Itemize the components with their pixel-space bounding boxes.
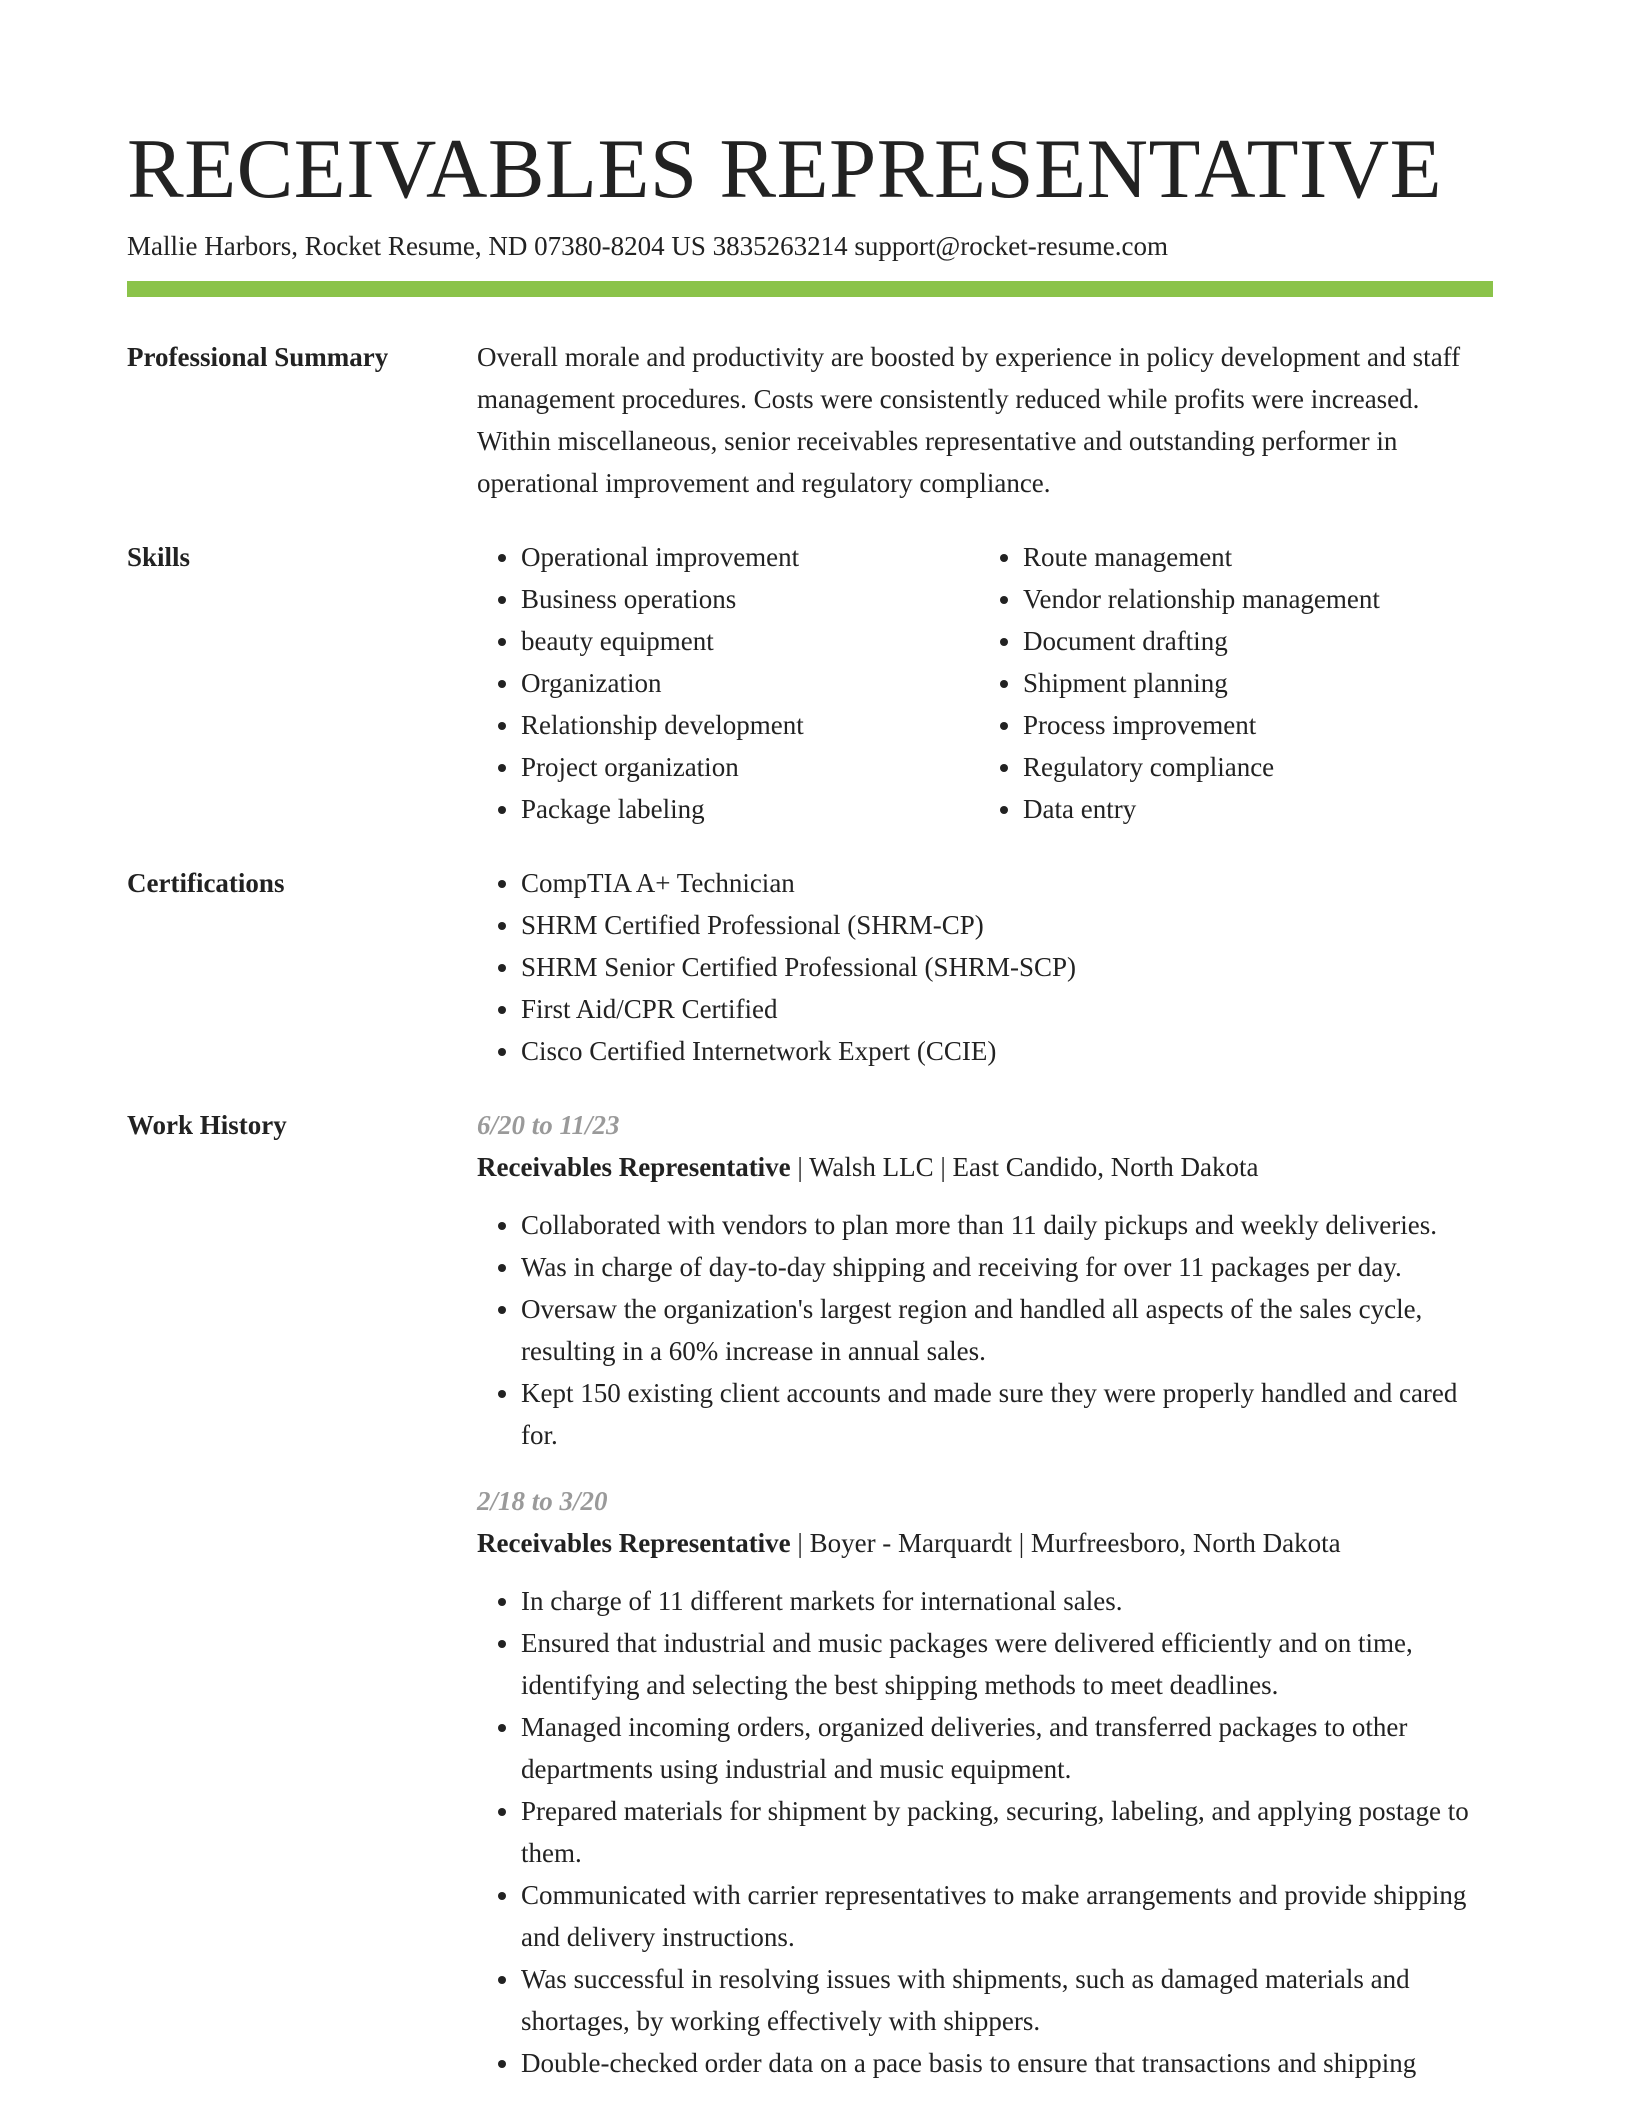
- skill-item: • Package labeling: [521, 788, 979, 830]
- summary-section: [127, 336, 1493, 504]
- job-bullet: • Ensured that industrial and music packages were delivered efficiently and on time, identifying and selecting the best shipping methods to meet deadlines.: [521, 1622, 1493, 1706]
- skills-list-right: [979, 536, 1481, 830]
- certifications-list: [477, 862, 1493, 1072]
- certifications-heading: Certifications: [127, 868, 285, 898]
- job-bullet: • In charge of 11 different markets for international sales.: [521, 1580, 1493, 1622]
- job-bullets: [477, 1204, 1493, 1456]
- job-details: | Boyer - Marquardt | Murfreesboro, North Dakota: [790, 1528, 1341, 1558]
- job-title-line: [477, 1522, 1493, 1564]
- job-title: Receivables Representative: [477, 1528, 791, 1558]
- job-bullets: [477, 1580, 1493, 2084]
- certifications-section: [127, 862, 1493, 1072]
- job-dates: 6/20 to 11/23: [477, 1110, 620, 1140]
- job-bullet: • Kept 150 existing client accounts and made sure they were properly handled and cared for.: [521, 1372, 1493, 1456]
- resume-title: RECEIVABLES REPRESENTATIVE: [127, 122, 1443, 216]
- skills-section: [127, 536, 1493, 830]
- contact-name-address: Mallie Harbors, Rocket Resume, ND 07380-8204 US: [127, 231, 706, 261]
- work-history-section: [127, 1104, 1493, 2084]
- job-bullet: • Oversaw the organization's largest region and handled all aspects of the sales cycle, resulting in a 60% increase in annual sales.: [521, 1288, 1493, 1372]
- contact-line: [127, 229, 1493, 263]
- skill-item: • Project organization: [521, 746, 979, 788]
- skill-item: • Regulatory compliance: [1023, 746, 1481, 788]
- skill-item: • Route management: [1023, 536, 1481, 578]
- job-bullet: • Was successful in resolving issues with shipments, such as damaged materials and shortages, by working effectively with shippers.: [521, 1958, 1493, 2042]
- job-bullet: • Double-checked order data on a pace basis to ensure that transactions and shipping: [521, 2042, 1493, 2084]
- skills-list-left: [477, 536, 979, 830]
- skill-item: • Relationship development: [521, 704, 979, 746]
- job-bullet: • Communicated with carrier representatives to make arrangements and provide shipping and delivery instructions.: [521, 1874, 1493, 1958]
- skill-item: • Document drafting: [1023, 620, 1481, 662]
- certifications-body: [477, 862, 1493, 1072]
- skill-item: • Business operations: [521, 578, 979, 620]
- job-entry: [477, 1104, 1493, 1456]
- skill-item: • Shipment planning: [1023, 662, 1481, 704]
- skill-item: • Data entry: [1023, 788, 1481, 830]
- contact-email: support@rocket-resume.com: [854, 231, 1168, 261]
- certification-item: • SHRM Senior Certified Professional (SHRM-SCP): [521, 946, 1493, 988]
- summary-heading: Professional Summary: [127, 342, 389, 372]
- job-entry: [477, 1480, 1493, 2084]
- summary-text: Overall morale and productivity are boosted by experience in policy development and staff management procedures. Costs were consistently reduced while profits were increased. Within miscellaneous, senior receivables representative and outstanding performer in operational improvement and regulatory compliance.: [477, 342, 1461, 498]
- certification-item: • First Aid/CPR Certified: [521, 988, 1493, 1030]
- header-divider: [127, 281, 1493, 297]
- skill-item: • beauty equipment: [521, 620, 979, 662]
- job-title-line: [477, 1146, 1493, 1188]
- job-details: | Walsh LLC | East Candido, North Dakota: [790, 1152, 1259, 1182]
- certification-item: • Cisco Certified Internetwork Expert (CCIE): [521, 1030, 1493, 1072]
- skill-item: • Vendor relationship management: [1023, 578, 1481, 620]
- work-history-heading: Work History: [127, 1110, 287, 1140]
- skills-column-right: [979, 536, 1481, 830]
- skills-column-left: [477, 536, 979, 830]
- job-bullet: • Managed incoming orders, organized deliveries, and transferred packages to other departments using industrial and music equipment.: [521, 1706, 1493, 1790]
- job-bullet: • Collaborated with vendors to plan more than 11 daily pickups and weekly deliveries.: [521, 1204, 1493, 1246]
- skill-item: • Organization: [521, 662, 979, 704]
- skills-heading: Skills: [127, 542, 191, 572]
- resume-page: [127, 0, 1493, 2084]
- skills-columns: [477, 536, 1493, 830]
- job-bullet: • Was in charge of day-to-day shipping and receiving for over 11 packages per day.: [521, 1246, 1493, 1288]
- job-dates: 2/18 to 3/20: [477, 1486, 608, 1516]
- contact-phone: 3835263214: [712, 231, 848, 261]
- skill-item: • Operational improvement: [521, 536, 979, 578]
- job-bullet: • Prepared materials for shipment by packing, securing, labeling, and applying postage to them.: [521, 1790, 1493, 1874]
- certification-item: • CompTIA A+ Technician: [521, 862, 1493, 904]
- work-history-body: [477, 1104, 1493, 2084]
- certification-item: • SHRM Certified Professional (SHRM-CP): [521, 904, 1493, 946]
- skill-item: • Process improvement: [1023, 704, 1481, 746]
- job-title: Receivables Representative: [477, 1152, 791, 1182]
